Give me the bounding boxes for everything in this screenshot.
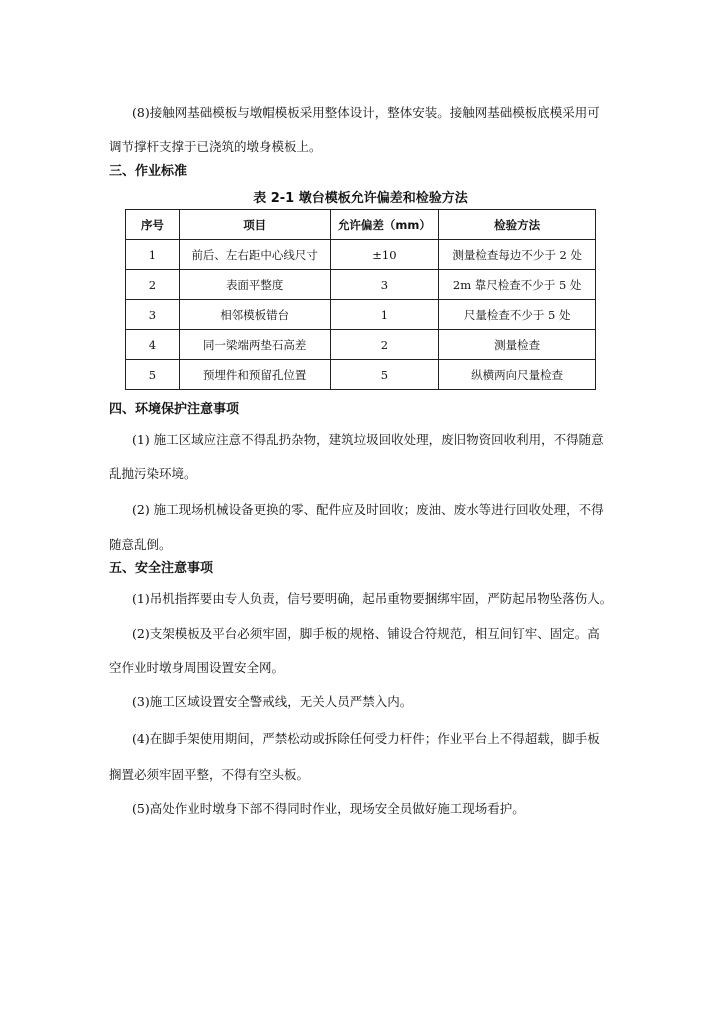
header-tolerance: 允许偏差（mm） [330, 210, 439, 240]
cell-item: 前后、左右距中心线尺寸 [179, 240, 330, 270]
cell-index: 1 [126, 240, 180, 270]
cell-tolerance: 5 [330, 360, 439, 390]
tolerance-table [125, 209, 596, 390]
cell-method: 测量检查 [439, 330, 596, 360]
safety-paragraph-1: (1)吊机指挥要由专人负责，信号要明确，起吊重物要捆绑牢固，严防起吊物坠落伤人。 [132, 591, 613, 606]
safety-paragraph-3: (3)施工区域设置安全警戒线，无关人员严禁入内。 [132, 694, 413, 709]
cell-tolerance: 3 [330, 270, 439, 300]
safety-paragraph-2-line-1: (2)支架模板及平台必须牢固，脚手板的规格、铺设合符规范，相互间钉牢、固定。高 [132, 626, 600, 641]
cell-index: 5 [126, 360, 180, 390]
cell-index: 4 [126, 330, 180, 360]
section-4-heading: 四、环境保护注意事项 [109, 402, 240, 417]
section-3-heading: 三、作业标准 [109, 164, 188, 179]
env-paragraph-1-line-1: (1) 施工区域应注意不得乱扔杂物，建筑垃圾回收处理，废旧物资回收利用，不得随意 [132, 432, 604, 447]
header-method: 检验方法 [439, 210, 596, 240]
table-row [126, 360, 596, 390]
header-index: 序号 [126, 210, 180, 240]
paragraph-8-line-2: 调节撑杆支撑于已浇筑的墩身模板上。 [109, 139, 322, 154]
safety-paragraph-4-line-1: (4)在脚手架使用期间，严禁松动或拆除任何受力杆件；作业平台上不得超载，脚手板 [132, 731, 600, 746]
env-paragraph-1-line-2: 乱抛污染环境。 [109, 466, 197, 481]
safety-paragraph-2-line-2: 空作业时墩身周围设置安全网。 [109, 660, 285, 675]
table-row [126, 270, 596, 300]
table-row [126, 240, 596, 270]
cell-index: 3 [126, 300, 180, 330]
env-paragraph-2-line-2: 随意乱倒。 [109, 537, 172, 552]
cell-index: 2 [126, 270, 180, 300]
cell-method: 纵横两向尺量检查 [439, 360, 596, 390]
cell-tolerance: ±10 [330, 240, 439, 270]
cell-item: 预埋件和预留孔位置 [179, 360, 330, 390]
cell-tolerance: 1 [330, 300, 439, 330]
header-item: 项目 [179, 210, 330, 240]
safety-paragraph-5: (5)高处作业时墩身下部不得同时作业，现场安全员做好施工现场看护。 [132, 801, 525, 816]
safety-paragraph-4-line-2: 搁置必须牢固平整，不得有空头板。 [109, 767, 310, 782]
cell-method: 测量检查每边不少于 2 处 [439, 240, 596, 270]
cell-item: 表面平整度 [179, 270, 330, 300]
cell-method: 2m 靠尺检查不少于 5 处 [439, 270, 596, 300]
cell-item: 同一梁端两垫石高差 [179, 330, 330, 360]
table-row [126, 330, 596, 360]
cell-item: 相邻模板错台 [179, 300, 330, 330]
table-row [126, 300, 596, 330]
table-caption: 表 2-1 墩台模板允许偏差和检验方法 [253, 191, 468, 206]
section-5-heading: 五、安全注意事项 [109, 561, 214, 576]
env-paragraph-2-line-1: (2) 施工现场机械设备更换的零、配件应及时回收；废油、废水等进行回收处理，不得 [132, 502, 604, 517]
cell-method: 尺量检查不少于 5 处 [439, 300, 596, 330]
table-header-row [126, 210, 596, 240]
paragraph-8-line-1: (8)接触网基础模板与墩帽模板采用整体设计，整体安装。接触网基础模板底模采用可 [132, 105, 600, 120]
cell-tolerance: 2 [330, 330, 439, 360]
